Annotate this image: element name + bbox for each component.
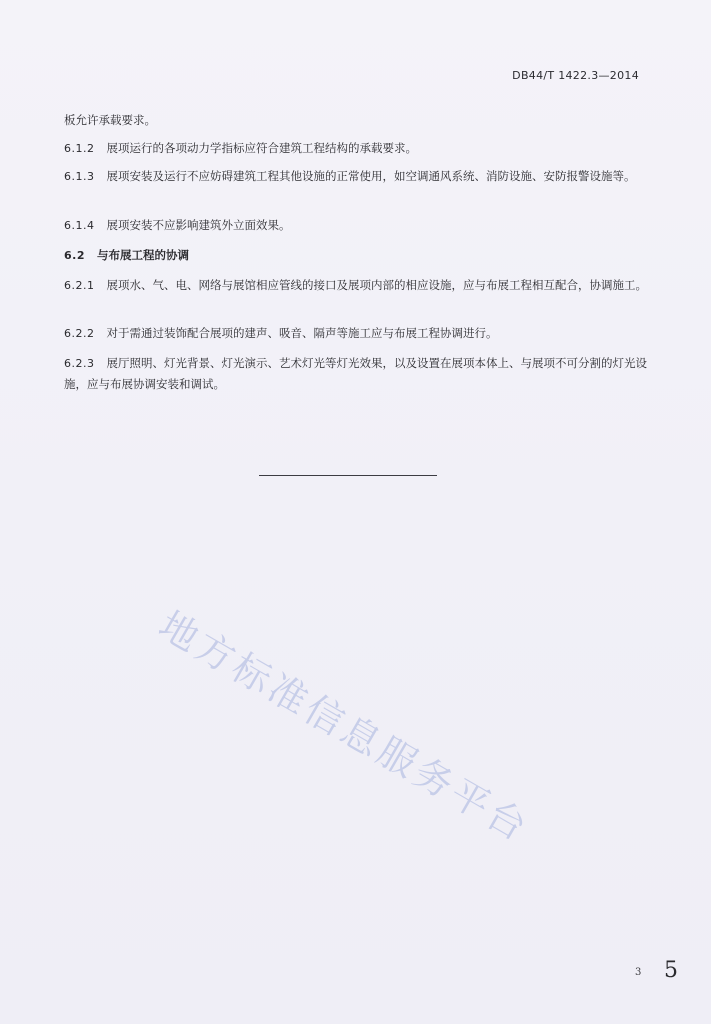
clause-6-1-3 [64,166,648,187]
clause-text: 展项安装不应影响建筑外立面效果。 [106,218,291,232]
clause-text: 展项安装及运行不应妨碍建筑工程其他设施的正常使用，如空调通风系统、消防设施、安防报警设施等。 [106,169,636,183]
clause-6-2-2 [64,323,648,344]
clause-number: 6.1.4 [64,219,95,232]
clause-number: 6.1.3 [64,170,95,183]
clause-number: 6.2.2 [64,327,95,340]
paragraph-continuation [64,110,648,130]
clause-text: 展项运行的各项动力学指标应符合建筑工程结构的承载要求。 [106,141,417,155]
clause-6-1-4 [64,215,648,236]
clause-number: 6.1.2 [64,142,95,155]
watermark: 地方标准信息服务平台 [151,602,538,851]
clause-6-1-2 [64,138,648,159]
section-6-2 [64,245,648,266]
clause-6-2-1 [64,275,648,296]
clause-text: 展项水、气、电、网络与展馆相应管线的接口及展项内部的相应设施，应与布展工程相互配合，协调施工。 [106,278,647,292]
document-body [64,110,648,130]
clause-number: 6.2.3 [64,357,95,370]
section-number: 6.2 [64,249,85,262]
clause-text: 展厅照明、灯光背景、灯光演示、艺术灯光等灯光效果，以及设置在展项本体上、与展项不可分割的灯光设施，应与布展协调安装和调试。 [64,356,647,391]
clause-text: 对于需通过装饰配合展项的建声、吸音、隔声等施工应与布展工程协调进行。 [106,326,498,340]
paragraph-text: 板允许承载要求。 [64,113,156,127]
standard-code: DB44/T 1422.3—2014 [512,69,639,82]
end-rule [259,475,437,476]
clause-number: 6.2.1 [64,279,95,292]
section-title: 与布展工程的协调 [97,248,189,262]
footer-small-number: 3 [635,967,642,978]
clause-6-2-3 [64,353,648,394]
page-number: 5 [664,958,678,983]
